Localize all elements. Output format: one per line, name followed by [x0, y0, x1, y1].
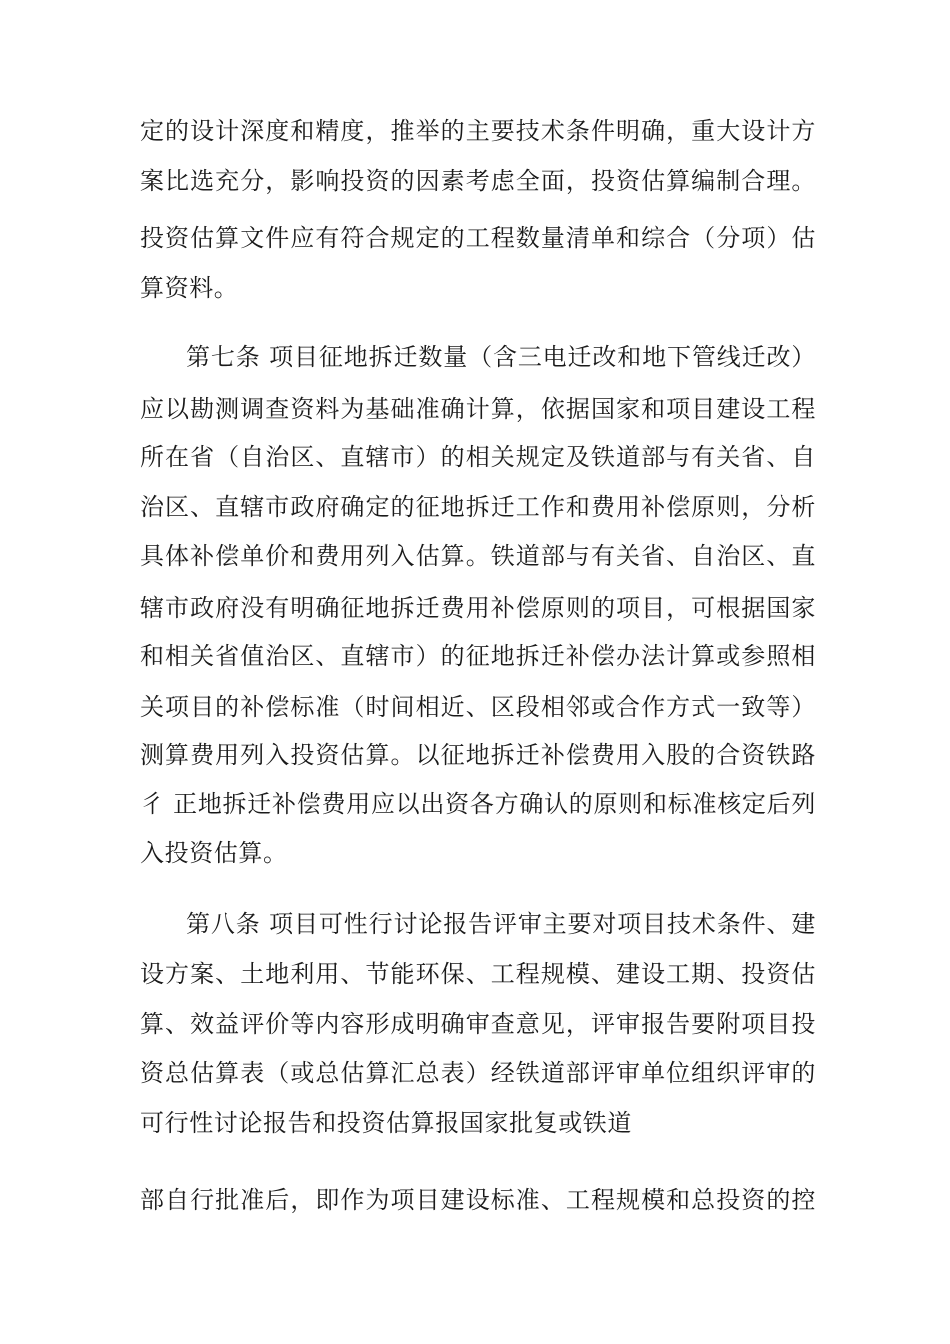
paragraph-2-line-10: 彳 正地拆迁补偿费用应以出资各方确认的原则和标准核定后列	[140, 790, 816, 818]
paragraph-2-line-11: 入投资估算。	[140, 839, 288, 867]
paragraph-2-line-4: 治区、直辖市政府确定的征地拆迁工作和费用补偿原则，分析	[140, 493, 816, 521]
paragraph-3-line-1: 第八条 项目可性行讨论报告评审主要对项目技术条件、建	[186, 910, 816, 938]
paragraph-1-line-2: 案比选充分，影响投资的因素考虑全面，投资估算编制合理。	[140, 167, 816, 195]
paragraph-2-line-2: 应以勘测调查资料为基础准确计算，依据国家和项目建设工程	[140, 395, 816, 423]
paragraph-1-line-1: 定的设计深度和精度，推举的主要技术条件明确，重大设计方	[140, 117, 816, 145]
paragraph-1-line-3: 投资估算文件应有符合规定的工程数量清单和综合（分项）估	[140, 224, 816, 252]
paragraph-2-line-5: 具体补偿单价和费用列入估算。铁道部与有关省、自治区、直	[140, 542, 816, 570]
paragraph-3-line-3: 算、效益评价等内容形成明确审查意见，评审报告要附项目投	[140, 1010, 816, 1038]
paragraph-2-line-9: 测算费用列入投资估算。以征地拆迁补偿费用入股的合资铁路	[140, 741, 816, 769]
paragraph-2-line-3: 所在省（自治区、直辖市）的相关规定及铁道部与有关省、自	[140, 443, 816, 471]
paragraph-3-line-5: 可行性讨论报告和投资估算报国家批复或铁道	[140, 1109, 632, 1137]
paragraph-2-line-7: 和相关省值治区、直辖市）的征地拆迁补偿办法计算或参照相	[140, 642, 816, 670]
paragraph-3-line-4: 资总估算表（或总估算汇总表）经铁道部评审单位组织评审的	[140, 1059, 816, 1087]
paragraph-2-line-6: 辖市政府没有明确征地拆迁费用补偿原则的项目，可根据国家	[140, 594, 816, 622]
paragraph-2-line-8: 关项目的补偿标准（时间相近、区段相邻或合作方式一致等）	[140, 693, 816, 721]
paragraph-2-line-1: 第七条 项目征地拆迁数量（含三电迁改和地下管线迁改）	[186, 343, 816, 371]
paragraph-1-line-4: 算资料。	[140, 274, 239, 302]
paragraph-4-line-1: 部自行批准后，即作为项目建设标准、工程规模和总投资的控	[140, 1186, 816, 1214]
paragraph-3-line-2: 设方案、土地利用、节能环保、工程规模、建设工期、投资估	[140, 960, 816, 988]
